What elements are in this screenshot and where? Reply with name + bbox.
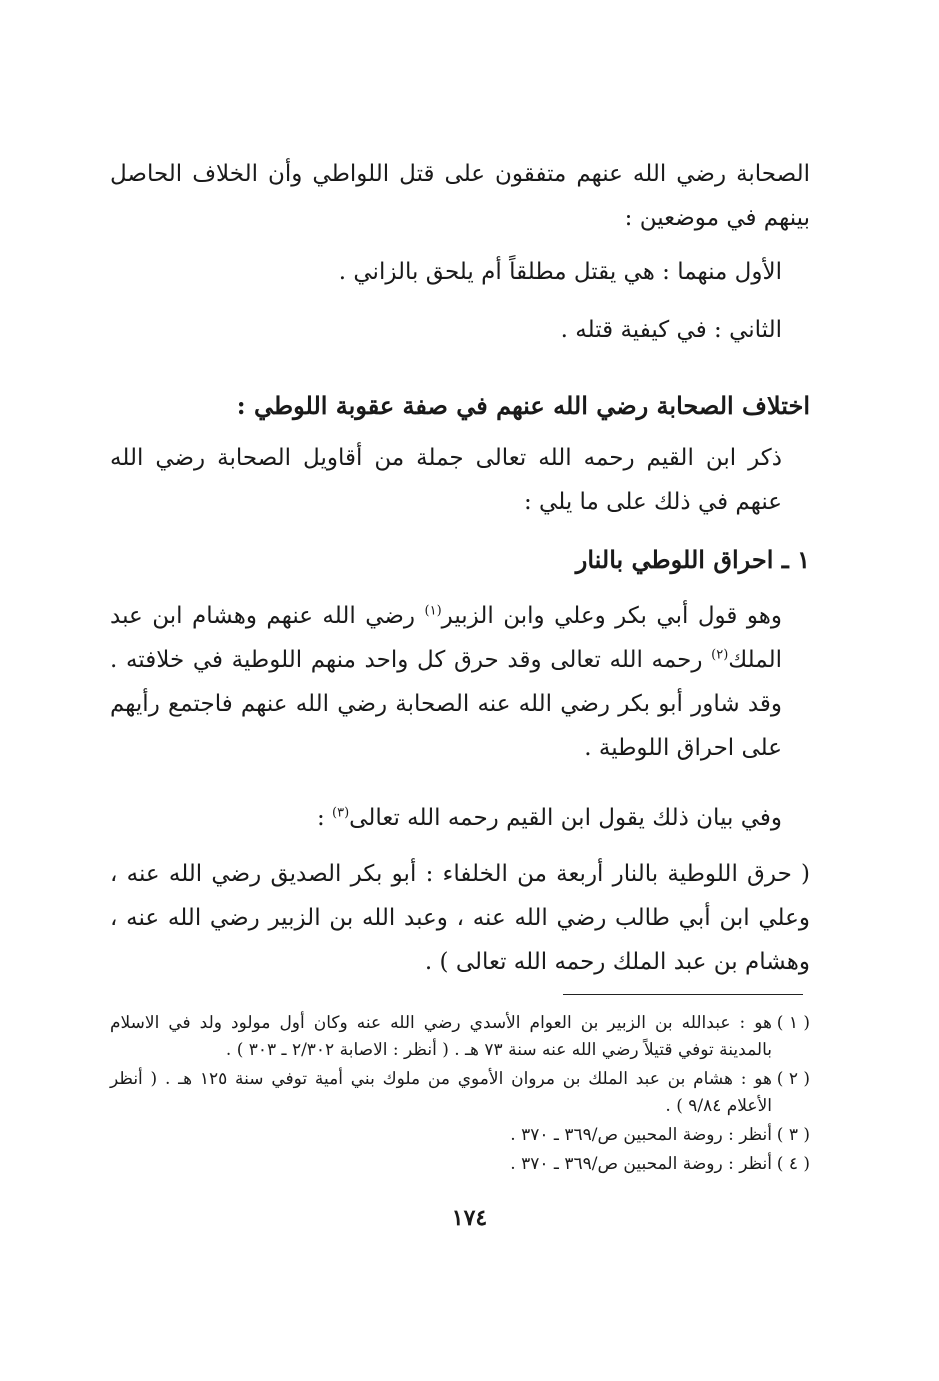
footnote-text: هو : هشام بن عبد الملك بن مروان الأموي من ملوك بني أمية توفي سنة ١٢٥ هـ . ( أنظر الأعلام ٩/٨٤ ) . (110, 1069, 772, 1116)
footnote-text: هو : عبدالله بن الزبير بن العوام الأسدي رضي الله عنه وكان أول مولود ولد في الاسلام بالمدينة توفي قتيلاً رضي الله عنه سنة ٧٣ هـ . ( أنظر : الاصابة ٢/٣٠٢ ـ ٣٠٣ ) . (110, 1013, 772, 1060)
paragraph-burning-part1: وهو قول أبي بكر وعلي وابن الزبير (441, 603, 782, 629)
paragraph-statement-part1: وفي بيان ذلك يقول ابن القيم رحمه الله تعالى (349, 805, 782, 831)
footnote-ref-3[interactable]: (٣) (332, 805, 350, 821)
page-number: ١٧٤ (451, 1205, 488, 1231)
paragraph-statement-part2: : (316, 805, 333, 831)
footnote-number: ( ٣ ) (776, 1125, 810, 1145)
section-heading: اختلاف الصحابة رضي الله عنهم في صفة عقوبة اللوطي : (236, 391, 810, 420)
footnote-number: ( ١ ) (776, 1013, 810, 1033)
footnote-ref-1[interactable]: (١) (424, 603, 442, 619)
footnote-number: ( ٤ ) (776, 1154, 810, 1174)
footnote-text: أنظر : روضة المحبين ص/٣٦٩ ـ ٣٧٠ . (510, 1154, 772, 1174)
footnote-ref-2[interactable]: (٢) (711, 647, 729, 663)
paragraph-burning (110, 594, 810, 770)
footnote-4 (110, 1151, 810, 1178)
footnote-number: ( ٢ ) (776, 1069, 810, 1089)
paragraph-burning-part2: رضي الله عنهم وهشام ابن عبد الملك (110, 603, 782, 673)
paragraph-intro: الصحابة رضي الله عنهم متفقون على قتل اللواطي وأن الخلاف الحاصل بينهم في موضعين : (110, 161, 810, 231)
footnote-2 (110, 1066, 810, 1120)
paragraph-statement (110, 796, 810, 840)
footnote-text: أنظر : روضة المحبين ص/٣٦٩ ـ ٣٧٠ . (510, 1125, 772, 1145)
footnote-1 (110, 1010, 810, 1064)
paragraph-quote: ( حرق اللوطية بالنار أربعة من الخلفاء : أبو بكر الصديق رضي الله عنه ، وعلي ابن أبي طالب رضي الله عنه ، وعبد الله بن الزبير رضي الله عنه ، وهشام بن عبد الملك رحمه الله تعالى ) . (110, 861, 810, 975)
point-second: الثاني : في كيفية قتله . (560, 317, 782, 343)
paragraph-ibn-qayyim: ذكر ابن القيم رحمه الله تعالى جملة من أقاويل الصحابة رضي الله عنهم في ذلك على ما يلي : (110, 445, 782, 515)
footnotes (110, 1010, 810, 1180)
footnote-separator (563, 994, 803, 995)
footnote-3 (110, 1122, 810, 1149)
subheading-burning: ١ ـ احراق اللوطي بالنار (575, 545, 810, 574)
page-body (110, 152, 810, 984)
paragraph-burning-part3: رحمه الله تعالى وقد حرق كل واحد منهم اللوطية في خلافته . وقد شاور أبو بكر رضي الله عنه الصحابة رضي الله عنهم فاجتمع رأيهم على احراق اللوطية . (110, 647, 782, 761)
point-first: الأول منهما : هي يقتل مطلقاً أم يلحق بالزاني . (338, 259, 782, 285)
